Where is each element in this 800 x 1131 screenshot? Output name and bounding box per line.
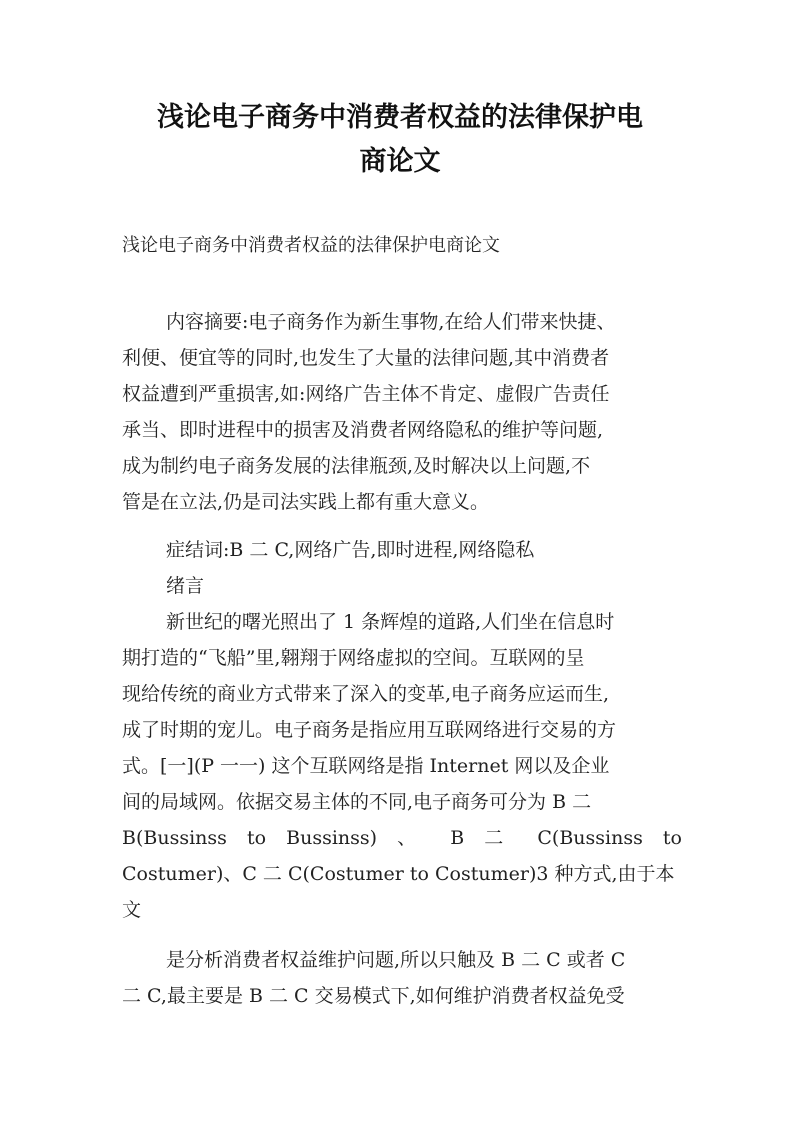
section-heading: [122, 568, 682, 604]
text-line: B(Bussinss to Bussinss) 、 B 二 C(Bussinss to: [122, 827, 682, 849]
document-title: [100, 96, 700, 184]
text-line: 内容摘要:电子商务作为新生事物,在给人们带来快捷、: [166, 311, 616, 333]
text-line: 利便、便宜等的同时,也发生了大量的法律问题,其中消费者: [122, 347, 610, 369]
text-line: 管是在立法,仍是司法实践上都有重大意义。: [122, 491, 490, 513]
document-subtitle: 浅论电子商务中消费者权益的法律保护电商论文: [122, 235, 500, 256]
text-line: 文: [122, 899, 142, 921]
intro-paragraph: [122, 604, 682, 928]
text-line: 二 C,最主要是 B 二 C 交易模式下,如何维护消费者权益免受: [122, 985, 625, 1007]
continuation-paragraph: [122, 942, 682, 1014]
text-line: Costumer)、C 二 C(Costumer to Costumer)3 种方式,由于本: [122, 863, 675, 885]
section-heading-text: 绪言: [166, 575, 205, 597]
text-line: 权益遭到严重损害,如:网络广告主体不肯定、虚假广告责任: [122, 383, 610, 405]
text-line: 成了时期的宠儿。电子商务是指应用互联网络进行交易的方: [122, 719, 617, 741]
text-line: 新世纪的曙光照出了 1 条辉煌的道路,人们坐在信息时: [166, 611, 615, 633]
text-line: 成为制约电子商务发展的法律瓶颈,及时解决以上问题,不: [122, 455, 591, 477]
text-line: 是分析消费者权益维护问题,所以只触及 B 二 C 或者 C: [166, 949, 626, 971]
text-line: 间的局域网。依据交易主体的不同,电子商务可分为 B 二: [122, 791, 592, 813]
abstract-paragraph: [122, 304, 682, 520]
text-line: 承当、即时进程中的损害及消费者网络隐私的维护等问题,: [122, 419, 604, 441]
title-line: 浅论电子商务中消费者权益的法律保护电: [157, 102, 643, 133]
text-line: 现给传统的商业方式带来了深入的变革,电子商务应运而生,: [122, 683, 610, 705]
text-line: 期打造的“飞船”里,翱翔于网络虚拟的空间。互联网的呈: [122, 647, 585, 669]
text-line: 式。[一](P 一一) 这个互联网络是指 Internet 网以及企业: [122, 755, 610, 777]
keywords-paragraph: [122, 532, 682, 568]
keywords-line: 症结词:B 二 C,网络广告,即时进程,网络隐私: [166, 539, 535, 561]
title-line: 商论文: [359, 146, 441, 177]
